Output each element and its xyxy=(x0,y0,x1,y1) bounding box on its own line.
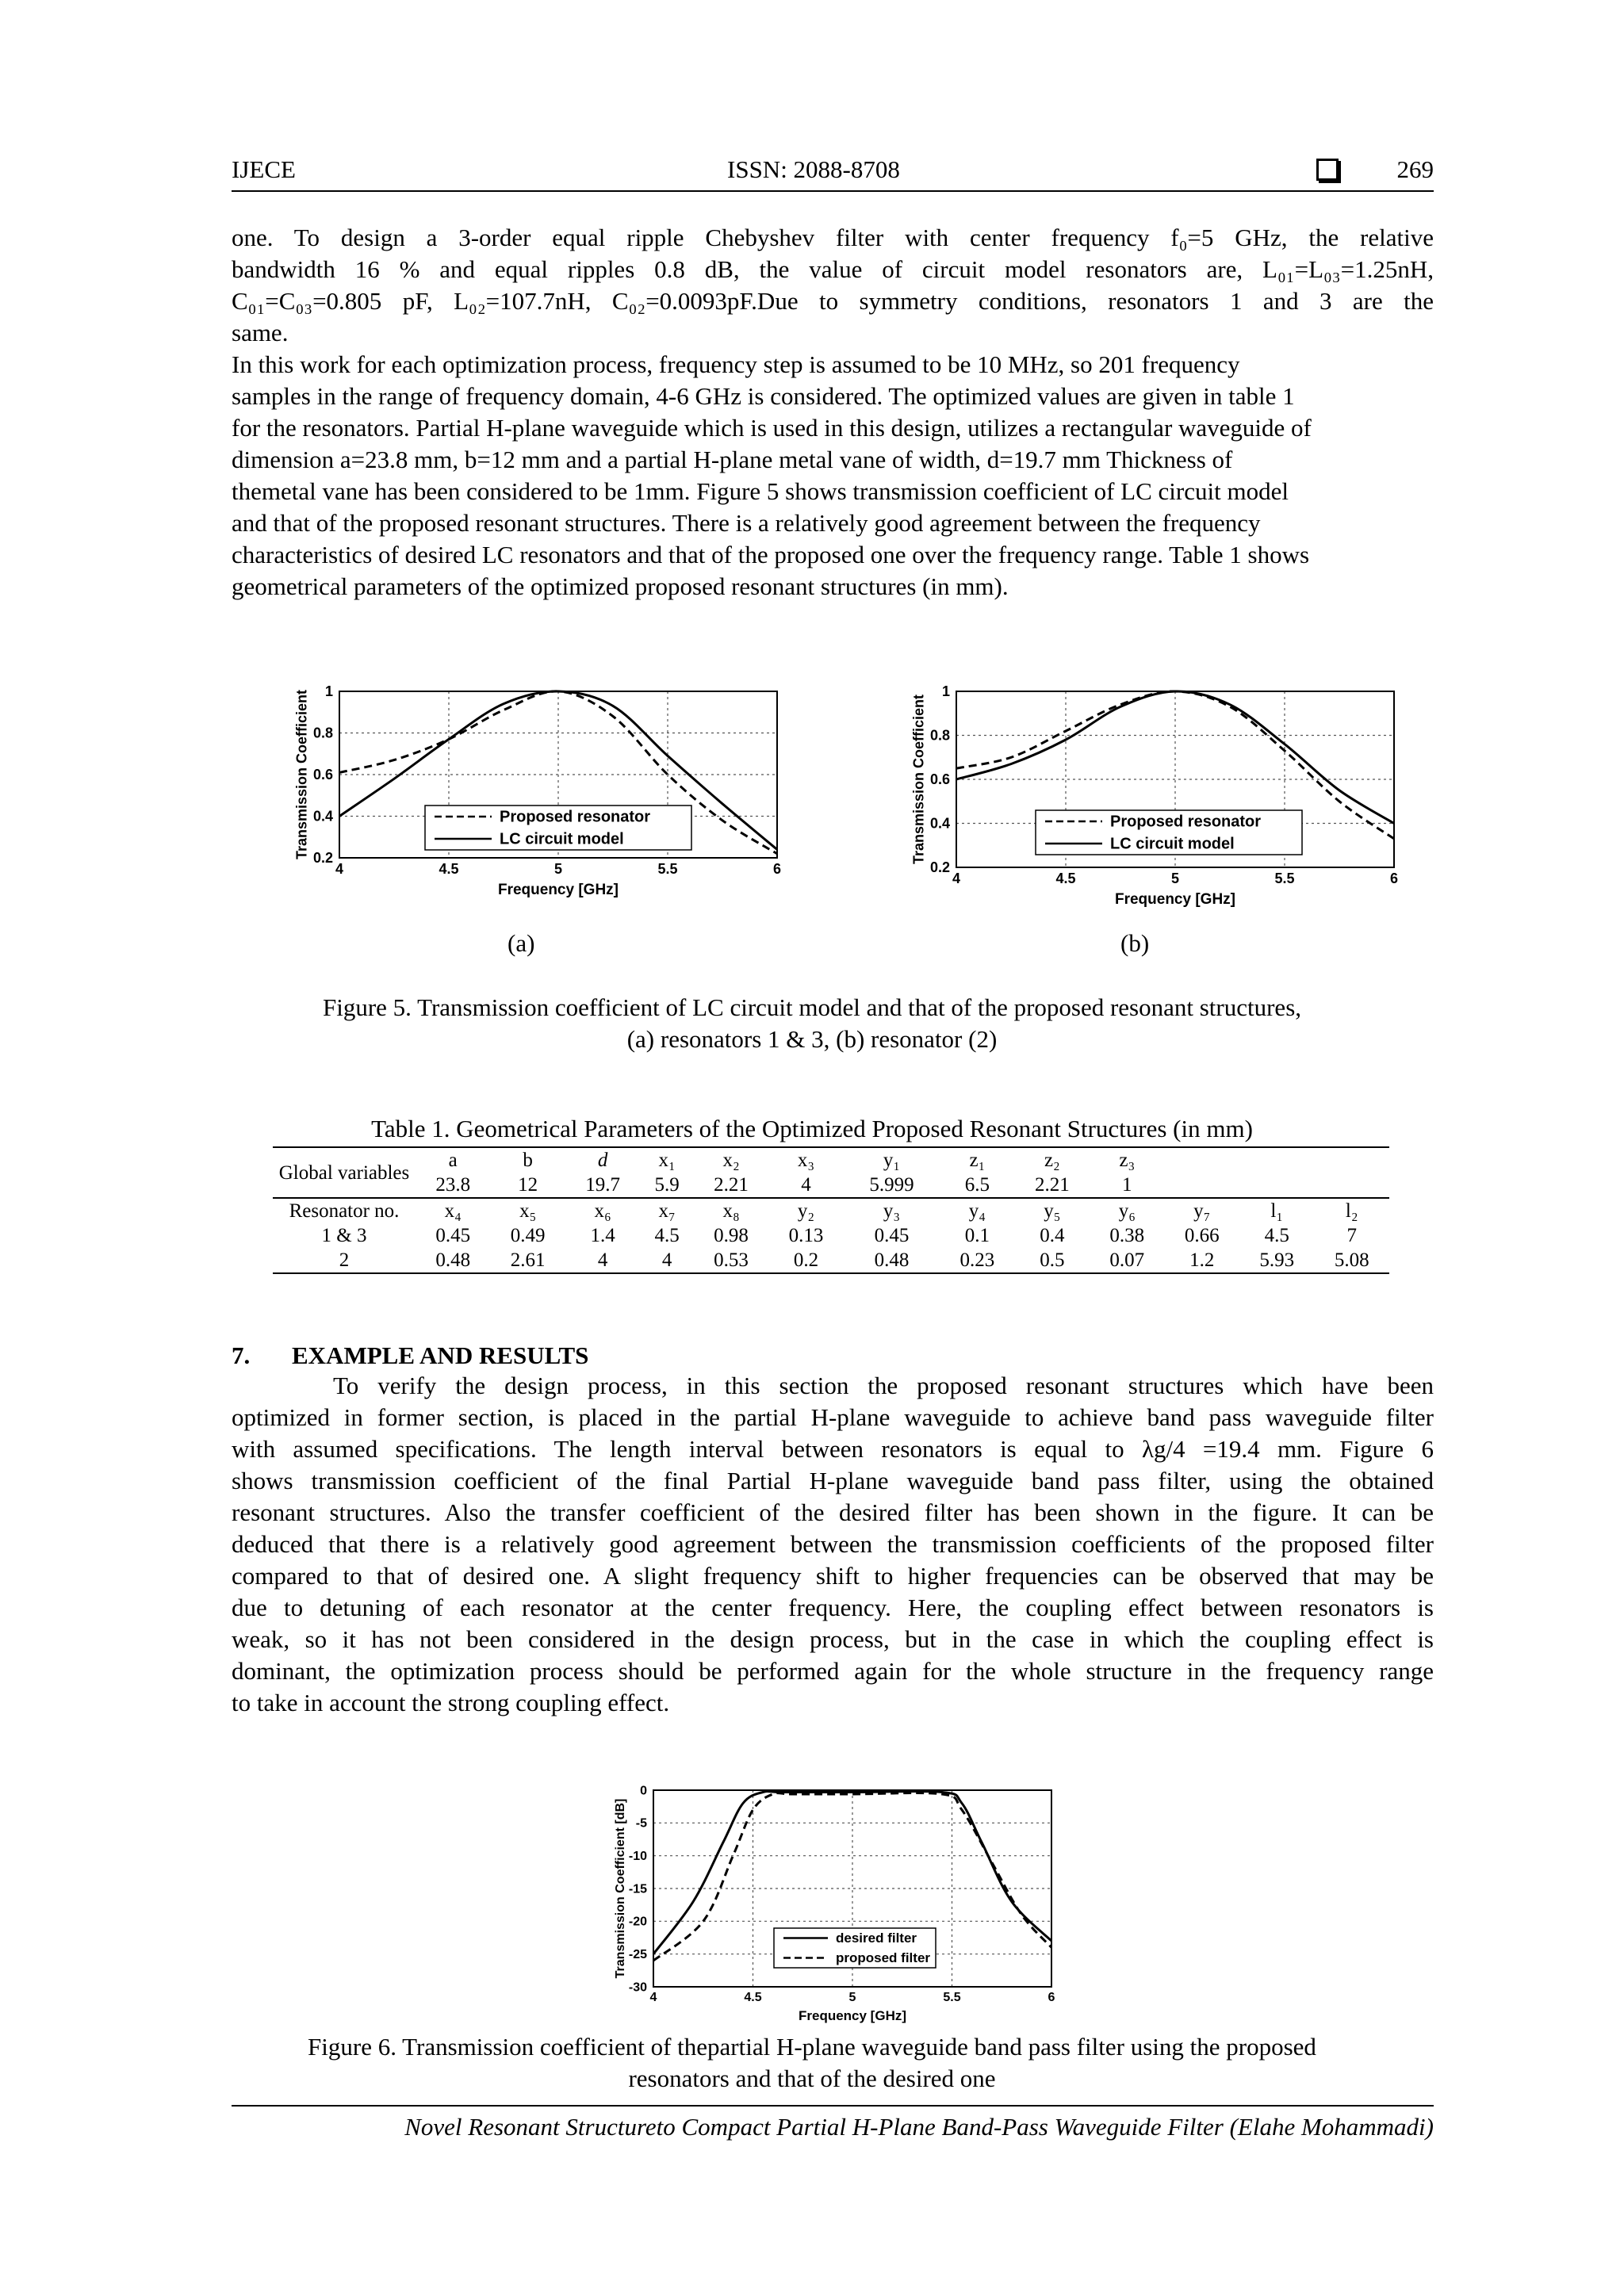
table-cell xyxy=(1239,1147,1314,1173)
y-axis-title: Transmission Coefficient xyxy=(293,689,310,860)
table-cell: y₃ xyxy=(844,1198,940,1223)
y-tick-label: 0.4 xyxy=(929,815,950,832)
x-tick-label: 4 xyxy=(649,1991,657,2004)
y-tick-label: -20 xyxy=(628,1915,647,1929)
intro-paragraph xyxy=(232,222,1434,603)
legend-label: LC circuit model xyxy=(1110,835,1235,853)
table-cell: 1.4 xyxy=(590,1225,615,1246)
table-cell: x₄ xyxy=(416,1198,490,1223)
text-line: resonant structures. Also the transfer coefficient of the desired filter has been shown in the figure. It can be xyxy=(232,1498,1434,1526)
section-number: 7. xyxy=(232,1341,251,1369)
table-cell: 0.66 xyxy=(1184,1225,1220,1246)
figure-6-caption xyxy=(0,2031,1624,2095)
x-tick-label: 4.5 xyxy=(1055,871,1076,886)
table-cell: 6.5 xyxy=(964,1174,990,1196)
text-line: to take in account the strong coupling effect. xyxy=(232,1689,670,1716)
text-line: bandwidth 16 % and equal ripples 0.8 dB, the value of circuit model resonators are, L₀₁=L₀₃=1.25nH, xyxy=(232,255,1434,283)
caption-line: resonators and that of the desired one xyxy=(628,2064,996,2092)
table-row xyxy=(273,1223,1389,1248)
table-cell: Global variables xyxy=(273,1147,416,1198)
x-tick-label: 5.5 xyxy=(1274,871,1295,886)
table-cell: x₃ xyxy=(768,1147,843,1173)
table-cell: 0.48 xyxy=(416,1248,490,1273)
table-cell: y₄ xyxy=(940,1198,1014,1223)
table-cell: 1 & 3 xyxy=(321,1225,367,1246)
table-cell: z₂ xyxy=(1015,1147,1090,1173)
table-cell: 0.45 xyxy=(874,1225,910,1246)
table-1 xyxy=(273,1146,1389,1274)
table-cell: y₇ xyxy=(1165,1198,1239,1223)
table-cell: 0.5 xyxy=(1015,1248,1090,1273)
table-cell: a xyxy=(416,1147,490,1173)
table-cell: 12 xyxy=(518,1174,538,1196)
table-cell: x₇ xyxy=(640,1198,693,1223)
table-cell: 4 xyxy=(801,1174,811,1196)
text-line: dominant, the optimization process should be performed again for the whole structure in the frequency range xyxy=(232,1657,1434,1685)
table-cell: 0.53 xyxy=(694,1248,768,1273)
legend-label: Proposed resonator xyxy=(500,808,651,826)
table-cell: l₁ xyxy=(1239,1198,1314,1223)
y-tick-label: -5 xyxy=(635,1816,647,1831)
caption-line: Figure 5. Transmission coefficient of LC circuit model and that of the proposed resonant structures, xyxy=(322,993,1302,1021)
caption-line: (a) resonators 1 & 3, (b) resonator (2) xyxy=(626,1025,998,1053)
text-line: and that of the proposed resonant structures. There is a relatively good agreement between the frequency xyxy=(232,509,1261,537)
table-cell: 0.1 xyxy=(964,1225,990,1246)
y-tick-label: 0 xyxy=(640,1784,647,1798)
y-tick-label: 1 xyxy=(324,683,333,699)
page-header xyxy=(232,155,1434,192)
table-cell: 0.07 xyxy=(1090,1248,1164,1273)
table-cell: 0.23 xyxy=(940,1248,1014,1273)
text-line: one. To design a 3-order equal ripple Chebyshev filter with center frequency f₀=5 GHz, the relative xyxy=(232,224,1434,251)
table-row xyxy=(273,1173,1389,1198)
table-cell: x₈ xyxy=(694,1198,768,1223)
y-tick-label: -25 xyxy=(628,1948,647,1961)
table-cell: 2.21 xyxy=(1034,1174,1070,1196)
table-row xyxy=(273,1198,1389,1223)
x-axis-title: Frequency [GHz] xyxy=(798,2008,907,2023)
table-row xyxy=(273,1248,1389,1273)
figure-5b-label: (b) xyxy=(1120,929,1150,957)
table-cell: 0.45 xyxy=(435,1225,471,1246)
table-cell: y₅ xyxy=(1015,1198,1090,1223)
text-line: geometrical parameters of the optimized proposed resonant structures (in mm). xyxy=(232,572,1009,600)
table-cell: y₁ xyxy=(844,1147,940,1173)
caption-line: Figure 6. Transmission coefficient of thepartial H-plane waveguide band pass filter using the proposed xyxy=(308,2033,1316,2061)
x-tick-label: 5 xyxy=(848,1991,856,2004)
table-cell: 4 xyxy=(640,1248,693,1273)
x-tick-label: 5.5 xyxy=(943,1991,961,2004)
text-line: due to detuning of each resonator at the center frequency. Here, the coupling effect between resonators is xyxy=(232,1594,1434,1621)
table-cell: 2 xyxy=(273,1248,416,1273)
table-cell: 0.38 xyxy=(1109,1225,1145,1246)
table-cell: 1.2 xyxy=(1165,1248,1239,1273)
issn: ISSN: 2088-8708 xyxy=(727,155,900,183)
legend-label: Proposed resonator xyxy=(1110,813,1262,831)
legend-label: desired filter xyxy=(836,1931,917,1946)
table-cell: x₂ xyxy=(694,1147,768,1173)
text-line: with assumed specifications. The length interval between resonators is equal to λg/4 =19.4 mm. Figure 6 xyxy=(232,1435,1434,1463)
table-row xyxy=(273,1147,1389,1173)
text-line: dimension a=23.8 mm, b=12 mm and a partial H-plane metal vane of width, d=19.7 mm Thickness of xyxy=(232,446,1233,473)
text-line: characteristics of desired LC resonators and that of the proposed one over the frequency range. Table 1 shows xyxy=(232,541,1310,568)
table-cell: b xyxy=(490,1147,565,1173)
table-cell: z₃ xyxy=(1090,1147,1164,1173)
text-line: optimized in former section, is placed in the partial H-plane waveguide to achieve band pass waveguide filter xyxy=(232,1403,1434,1431)
table-cell: 0.98 xyxy=(714,1225,749,1246)
table-cell: 0.48 xyxy=(844,1248,940,1273)
table-cell: 23.8 xyxy=(435,1174,471,1196)
y-axis-title: Transmission Coefficient xyxy=(910,694,927,865)
page-number: 269 xyxy=(1396,155,1434,183)
table-cell xyxy=(1314,1173,1389,1198)
table-cell: 4.5 xyxy=(654,1225,680,1246)
figure-6-chart xyxy=(555,1774,1078,2028)
y-tick-label: 0.8 xyxy=(929,727,950,744)
table-cell xyxy=(1165,1173,1239,1198)
x-tick-label: 4 xyxy=(335,861,344,877)
text-line: In this work for each optimization process, frequency step is assumed to be 10 MHz, so 201 frequency xyxy=(232,350,1240,378)
table-1-title: Table 1. Geometrical Parameters of the Optimized Proposed Resonant Structures (in mm) xyxy=(371,1115,1253,1142)
y-tick-label: 0.2 xyxy=(312,850,333,866)
table-cell: 5.93 xyxy=(1239,1248,1314,1273)
x-axis-title: Frequency [GHz] xyxy=(1114,891,1236,908)
figure-5-caption xyxy=(0,992,1624,1055)
table-cell: 19.7 xyxy=(585,1174,620,1196)
x-tick-label: 5 xyxy=(553,861,563,877)
y-tick-label: 0.6 xyxy=(929,771,950,787)
table-cell: 4.5 xyxy=(1264,1225,1289,1246)
y-tick-label: 0.8 xyxy=(312,725,333,741)
table-cell: 0.49 xyxy=(510,1225,546,1246)
y-tick-label: 0.6 xyxy=(312,767,333,783)
results-paragraph xyxy=(232,1370,1434,1719)
text-line: for the resonators. Partial H-plane waveguide which is used in this design, utilizes a rectangular waveguide of xyxy=(232,414,1312,442)
table-cell xyxy=(1165,1147,1239,1173)
table-cell: Resonator no. xyxy=(273,1198,416,1223)
table-cell: 1 xyxy=(1122,1174,1132,1196)
journal-name: IJECE xyxy=(232,155,296,183)
text-line: weak, so it has not been considered in the design process, but in the case in which the coupling effect is xyxy=(232,1625,1434,1653)
x-tick-label: 5.5 xyxy=(657,861,678,877)
figure-5a-chart xyxy=(270,682,793,904)
table-cell: y₂ xyxy=(768,1198,843,1223)
table-cell: z₁ xyxy=(940,1147,1014,1173)
x-tick-label: 6 xyxy=(1389,871,1399,886)
table-cell: y₆ xyxy=(1090,1198,1164,1223)
x-tick-label: 4.5 xyxy=(439,861,459,877)
table-cell xyxy=(1314,1147,1389,1173)
table-cell: 5.9 xyxy=(654,1174,680,1196)
x-tick-label: 5 xyxy=(1170,871,1180,886)
x-axis-title: Frequency [GHz] xyxy=(497,882,619,898)
text-line: C₀₁=C₀₃=0.805 pF, L₀₂=107.7nH, C₀₂=0.0093pF.Due to symmetry conditions, resonators 1 and 3 are the xyxy=(232,287,1434,315)
table-cell: 2.21 xyxy=(714,1174,749,1196)
table-cell: 0.4 xyxy=(1040,1225,1065,1246)
page-footer: Novel Resonant Structureto Compact Partial H-Plane Band-Pass Waveguide Filter (Elahe Mohammadi) xyxy=(232,2105,1434,2141)
table-cell: 4 xyxy=(565,1248,640,1273)
x-tick-label: 6 xyxy=(772,861,782,877)
table-cell: l₂ xyxy=(1314,1198,1389,1223)
y-axis-title: Transmission Coefficient [dB] xyxy=(614,1798,628,1979)
table-cell: x₅ xyxy=(490,1198,565,1223)
text-line: themetal vane has been considered to be 1mm. Figure 5 shows transmission coefficient of LC circuit model xyxy=(232,477,1289,505)
y-tick-label: -30 xyxy=(628,1980,647,1995)
x-tick-label: 4 xyxy=(952,871,961,886)
text-line: samples in the range of frequency domain, 4-6 GHz is considered. The optimized values are given in table 1 xyxy=(232,382,1295,410)
y-tick-label: 1 xyxy=(941,683,950,699)
text-line: deduced that there is a relatively good agreement between the transmission coefficients of the proposed filter xyxy=(232,1530,1434,1558)
x-tick-label: 4.5 xyxy=(744,1991,762,2004)
y-tick-label: -15 xyxy=(628,1882,647,1896)
table-cell: 2.61 xyxy=(490,1248,565,1273)
legend-label: proposed filter xyxy=(836,1950,931,1966)
table-cell: d xyxy=(565,1147,640,1173)
section-heading xyxy=(232,1341,588,1370)
table-cell: x₁ xyxy=(640,1147,693,1173)
square-icon xyxy=(1316,159,1339,181)
table-cell: 0.13 xyxy=(788,1225,824,1246)
legend-label: LC circuit model xyxy=(500,830,624,848)
figure-5a-label: (a) xyxy=(508,929,535,957)
text-line: same. xyxy=(232,319,289,346)
y-tick-label: 0.4 xyxy=(312,808,333,825)
figure-5b-chart xyxy=(887,682,1410,912)
table-cell: 5.999 xyxy=(869,1174,914,1196)
y-tick-label: 0.2 xyxy=(929,859,950,875)
table-cell: 5.08 xyxy=(1314,1248,1389,1273)
table-cell: 7 xyxy=(1346,1225,1357,1246)
section-title: EXAMPLE AND RESULTS xyxy=(292,1341,589,1369)
y-tick-label: -10 xyxy=(628,1850,647,1863)
text-line: shows transmission coefficient of the final Partial H-plane waveguide band pass filter, using the obtained xyxy=(232,1467,1434,1494)
text-line: To verify the design process, in this section the proposed resonant structures which have been xyxy=(333,1372,1434,1399)
table-cell xyxy=(1239,1173,1314,1198)
table-cell: 0.2 xyxy=(768,1248,843,1273)
table-cell: x₆ xyxy=(565,1198,640,1223)
x-tick-label: 6 xyxy=(1048,1991,1055,2004)
text-line: compared to that of desired one. A slight frequency shift to higher frequencies can be observed that may be xyxy=(232,1562,1434,1590)
